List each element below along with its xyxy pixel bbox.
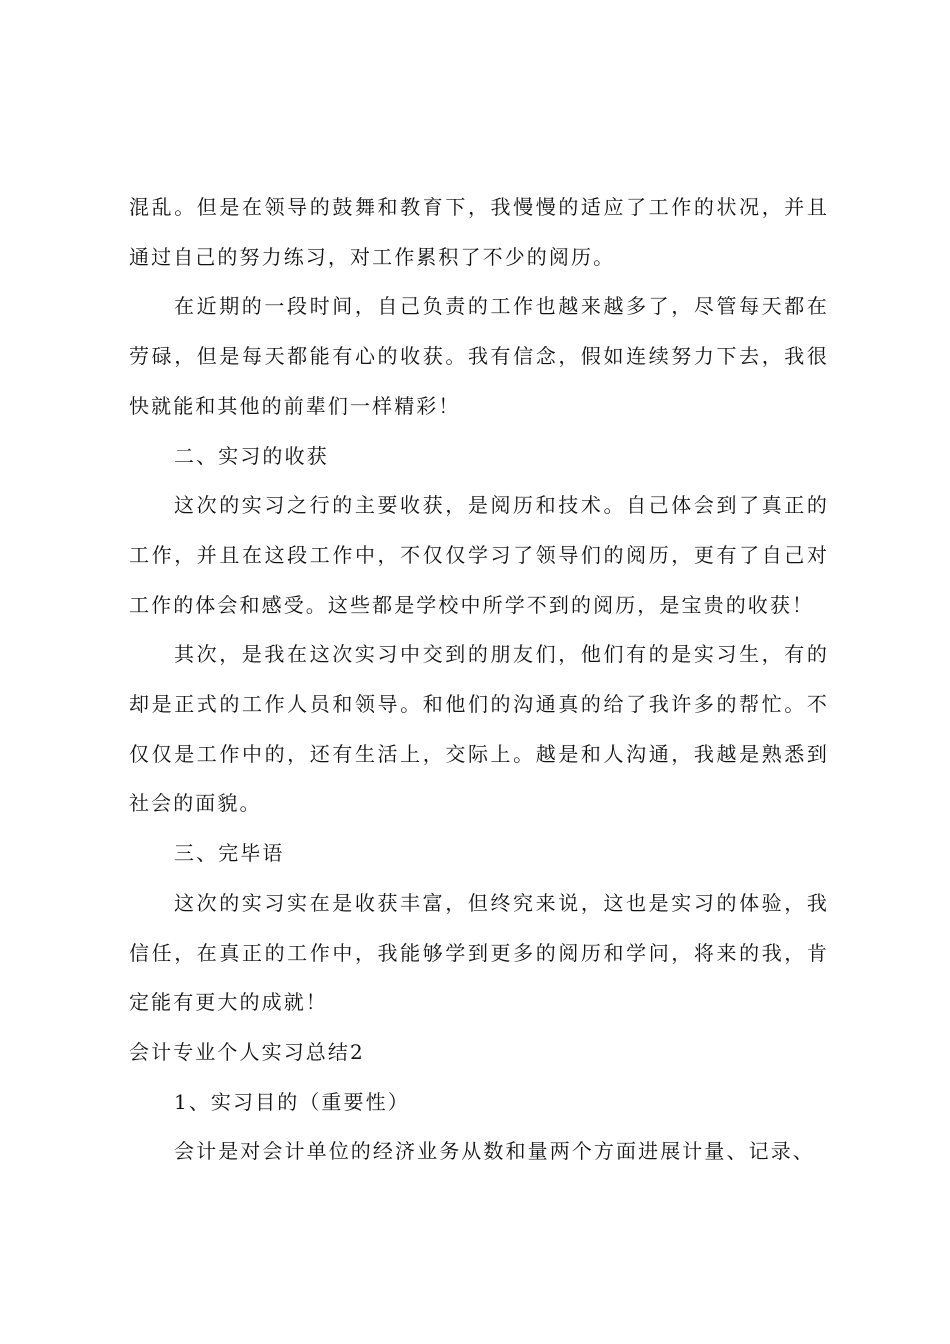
section-heading-purpose: 1、实习目的（重要性）	[174, 1089, 410, 1114]
paragraph-main-gains: 这次的实习之行的主要收获，是阅历和技术。自己体会到了真正的工作，并且在这段工作中，不仅仅学习了领导们的阅历，更有了自己对工作的体会和感受。这些都是学校中所学不到的阅历，是宝贵的收获！	[129, 493, 829, 617]
document-title-2: 会计专业个人实习总结2	[129, 1039, 365, 1064]
paragraph-friends: 其次，是我在这次实习中交到的朋友们，他们有的是实习生，有的却是正式的工作人员和领导。和他们的沟通真的给了我许多的帮忙。不仅仅是工作中的，还有生活上，交际上。越是和人沟通，我越是熟悉到社会的面貌。	[129, 642, 829, 816]
section-heading-closing: 三、完毕语	[174, 841, 285, 866]
document-body	[129, 183, 829, 1177]
paragraph-accounting-definition: 会计是对会计单位的经济业务从数和量两个方面进展计量、记录、	[174, 1139, 815, 1164]
paragraph-closing: 这次的实习实在是收获丰富，但终究来说，这也是实习的体验，我信任，在真正的工作中，我能够学到更多的阅历和学问，将来的我，肯定能有更大的成就！	[129, 890, 829, 1015]
paragraph-growing-workload: 在近期的一段时间，自己负责的工作也越来越多了，尽管每天都在劳碌，但是每天都能有心的收获。我有信念，假如连续努力下去，我很快就能和其他的前辈们一样精彩！	[129, 294, 829, 418]
section-heading-gains: 二、实习的收获	[174, 443, 329, 468]
paragraph-adapting-to-work: 混乱。但是在领导的鼓舞和教育下，我慢慢的适应了工作的状况，并且通过自己的努力练习，对工作累积了不少的阅历。	[129, 195, 829, 269]
